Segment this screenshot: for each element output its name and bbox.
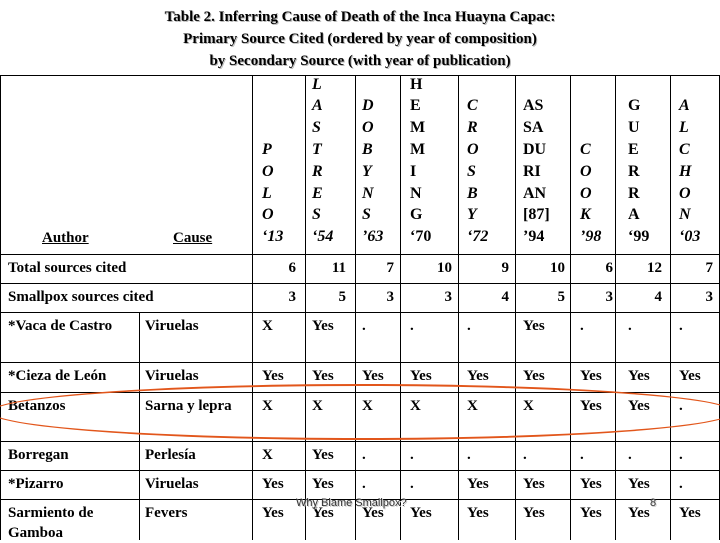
smallpox-value: 4 — [501, 289, 509, 305]
author-column-header: Author — [42, 230, 89, 246]
source-header-3 — [410, 75, 432, 248]
source-header-2 — [362, 78, 383, 248]
source-header-letter: ’63 — [362, 228, 384, 246]
row-divider — [0, 283, 720, 284]
total-value: 9 — [501, 260, 509, 276]
row-cell: Yes — [679, 505, 701, 521]
source-header-letter: S — [362, 206, 371, 224]
col-divider — [0, 75, 1, 540]
total-value: 6 — [288, 260, 296, 276]
row-cell: . — [362, 318, 366, 334]
smallpox-value: 3 — [386, 289, 394, 305]
row-cause: Viruelas — [145, 476, 199, 492]
col-divider — [305, 75, 306, 540]
row-cell: Yes — [312, 476, 334, 492]
row-cell: . — [410, 447, 414, 463]
row-cell: Yes — [580, 505, 602, 521]
source-header-letter: R — [467, 119, 478, 137]
row-divider — [0, 470, 720, 471]
col-divider — [400, 75, 401, 540]
total-value: 7 — [386, 260, 394, 276]
table-border-top — [0, 75, 720, 76]
source-header-letter: H — [410, 75, 423, 93]
row-author: Sarmiento de Gamboa — [8, 505, 94, 541]
row-cell: . — [580, 447, 584, 463]
smallpox-value: 3 — [705, 289, 713, 305]
table-subtitle-2: by Secondary Source (with year of publication) — [209, 53, 511, 69]
source-header-letter: E — [410, 97, 421, 115]
source-header-letter: P — [262, 141, 272, 159]
page-number: 8 — [650, 497, 657, 509]
col-divider — [458, 75, 459, 540]
source-header-letter: O — [580, 162, 592, 180]
row-cell: Yes — [262, 368, 284, 384]
source-header-letter: L — [312, 75, 322, 93]
source-header-letter: O — [580, 184, 592, 202]
smallpox-value: 3 — [288, 289, 296, 305]
row-cause: Sarna y lepra — [145, 398, 232, 414]
source-header-letter: A — [679, 97, 690, 115]
source-header-letter: ‘13 — [262, 228, 284, 246]
source-header-letter: A — [312, 97, 323, 115]
source-header-letter: M — [410, 119, 426, 137]
row-cell: Yes — [467, 368, 489, 384]
row-cell: Yes — [628, 505, 650, 521]
source-header-letter: ’94 — [523, 228, 545, 246]
source-header-letter: B — [362, 141, 373, 159]
row-cell: . — [628, 447, 632, 463]
row-cell: Yes — [262, 505, 284, 521]
col-divider — [355, 75, 356, 540]
source-header-letter: ’98 — [580, 228, 602, 246]
row-author: *Cieza de León — [8, 368, 107, 384]
source-header-4 — [467, 78, 488, 248]
source-header-letter: O — [467, 141, 479, 159]
row-cell: Yes — [628, 476, 650, 492]
total-value: 11 — [331, 260, 346, 276]
source-header-letter: N — [410, 184, 422, 202]
row-cell: . — [679, 318, 683, 334]
source-header-letter: RI — [523, 162, 541, 180]
source-header-letter: R — [628, 184, 640, 202]
source-header-letter: N — [679, 206, 691, 224]
row-cell: Yes — [410, 505, 432, 521]
row-cell: Yes — [628, 398, 650, 414]
row-author: *Pizarro — [8, 476, 64, 492]
smallpox-value: 5 — [557, 289, 565, 305]
slide-footer: Why Blame Smallpox? — [296, 497, 407, 509]
highlight-ellipse — [0, 384, 720, 440]
row-divider — [0, 362, 720, 363]
col-divider — [570, 75, 571, 540]
source-header-letter: K — [580, 206, 591, 224]
row-cell: Yes — [312, 447, 334, 463]
row-cell: . — [362, 447, 366, 463]
row-cell: Yes — [262, 476, 284, 492]
source-header-letter: S — [312, 206, 321, 224]
row-cell: X — [262, 318, 273, 334]
source-header-letter: E — [312, 184, 323, 202]
row-cell: X — [262, 447, 273, 463]
row-divider — [0, 254, 720, 255]
source-header-letter: O — [262, 206, 274, 224]
source-header-letter: I — [410, 162, 417, 180]
row-cell: X — [523, 398, 534, 414]
row-cell: . — [410, 318, 414, 334]
row-cell: Yes — [628, 368, 650, 384]
row-cell: X — [467, 398, 478, 414]
total-value: 6 — [605, 260, 613, 276]
source-header-letter: L — [679, 119, 689, 137]
source-header-letter: N — [362, 184, 374, 202]
source-header-letter: O — [262, 162, 274, 180]
row-cell: X — [362, 398, 373, 414]
row-cell: Yes — [312, 505, 334, 521]
source-header-letter: S — [312, 119, 321, 137]
row-cell: . — [467, 318, 471, 334]
row-cell: Yes — [580, 476, 602, 492]
row-cell: Yes — [580, 368, 602, 384]
col-divider — [252, 75, 253, 540]
source-header-letter: SA — [523, 119, 544, 137]
source-header-5 — [523, 78, 550, 248]
row-cell: Yes — [679, 368, 701, 384]
source-header-letter: D — [362, 97, 374, 115]
smallpox-value: 4 — [654, 289, 662, 305]
row-cell: . — [679, 476, 683, 492]
source-header-letter: DU — [523, 141, 547, 159]
row-cell: Yes — [312, 318, 334, 334]
row-cell: Yes — [467, 476, 489, 492]
source-header-letter: O — [362, 119, 374, 137]
source-header-letter: C — [467, 97, 478, 115]
col-divider — [515, 75, 516, 540]
source-header-letter: AS — [523, 97, 544, 115]
row-cell: . — [523, 447, 527, 463]
source-header-letter: C — [679, 141, 690, 159]
source-header-letter: ‘99 — [628, 228, 650, 246]
total-sources-label: Total sources cited — [8, 260, 127, 276]
source-header-letter: ‘70 — [410, 228, 432, 246]
source-header-letter: T — [312, 141, 322, 159]
source-header-letter: U — [628, 119, 640, 137]
cause-column-header: Cause — [173, 230, 213, 246]
row-cell: Yes — [410, 368, 432, 384]
source-header-letter: ‘54 — [312, 228, 334, 246]
row-author: Borregan — [8, 447, 69, 463]
row-cell: Yes — [362, 505, 384, 521]
total-value: 10 — [437, 260, 452, 276]
source-header-letter: O — [679, 184, 691, 202]
total-value: 12 — [647, 260, 662, 276]
row-cell: . — [679, 447, 683, 463]
row-divider — [0, 441, 720, 442]
source-header-8 — [679, 78, 700, 248]
smallpox-value: 3 — [444, 289, 452, 305]
row-author: Betanzos — [8, 398, 66, 414]
table-title: Table 2. Inferring Cause of Death of the Inca Huayna Capac: — [164, 9, 556, 25]
row-cell: X — [262, 398, 273, 414]
source-header-letter: G — [410, 206, 423, 224]
source-header-7 — [628, 78, 649, 248]
row-cell: X — [312, 398, 323, 414]
source-header-letter: Y — [362, 162, 372, 180]
source-header-0 — [262, 78, 283, 248]
row-cell: X — [410, 398, 421, 414]
row-cell: . — [679, 398, 683, 414]
source-header-letter: M — [410, 141, 426, 159]
row-cell: Yes — [362, 368, 384, 384]
source-header-letter: C — [580, 141, 591, 159]
source-header-letter: G — [628, 97, 641, 115]
row-cell: Yes — [580, 398, 602, 414]
row-author: *Vaca de Castro — [8, 318, 113, 334]
source-header-letter: Y — [467, 206, 477, 224]
row-cell: . — [580, 318, 584, 334]
row-cell: Yes — [523, 505, 545, 521]
col-divider — [670, 75, 671, 540]
col-divider — [615, 75, 616, 540]
row-cell: Yes — [467, 505, 489, 521]
source-header-letter: ‘03 — [679, 228, 701, 246]
smallpox-value: 3 — [605, 289, 613, 305]
source-header-letter: A — [628, 206, 640, 224]
row-cell: Yes — [523, 318, 545, 334]
row-divider — [0, 312, 720, 313]
source-header-letter: H — [679, 162, 692, 180]
row-cell: Yes — [312, 368, 334, 384]
table-subtitle: Primary Source Cited (ordered by year of composition) — [183, 31, 537, 47]
row-cell: . — [628, 318, 632, 334]
row-cell: . — [410, 476, 414, 492]
source-header-1 — [312, 75, 334, 248]
source-header-letter: R — [628, 162, 640, 180]
source-header-letter: ‘72 — [467, 228, 489, 246]
source-header-letter: R — [312, 162, 323, 180]
row-cause: Perlesía — [145, 447, 196, 463]
smallpox-sources-label: Smallpox sources cited — [8, 289, 154, 305]
source-header-6 — [580, 78, 601, 248]
total-value: 10 — [550, 260, 565, 276]
row-cause: Viruelas — [145, 318, 199, 334]
smallpox-value: 5 — [338, 289, 346, 305]
source-header-letter: E — [628, 141, 639, 159]
source-header-letter: [87] — [523, 206, 550, 224]
row-cell: . — [467, 447, 471, 463]
row-cause: Fevers — [145, 505, 188, 521]
source-header-letter: S — [467, 162, 476, 180]
total-value: 7 — [705, 260, 713, 276]
source-header-letter: B — [467, 184, 478, 202]
source-header-letter: AN — [523, 184, 547, 202]
row-cell: Yes — [523, 368, 545, 384]
row-cell: . — [362, 476, 366, 492]
row-cell: Yes — [523, 476, 545, 492]
source-header-letter: L — [262, 184, 272, 202]
row-cause: Viruelas — [145, 368, 199, 384]
